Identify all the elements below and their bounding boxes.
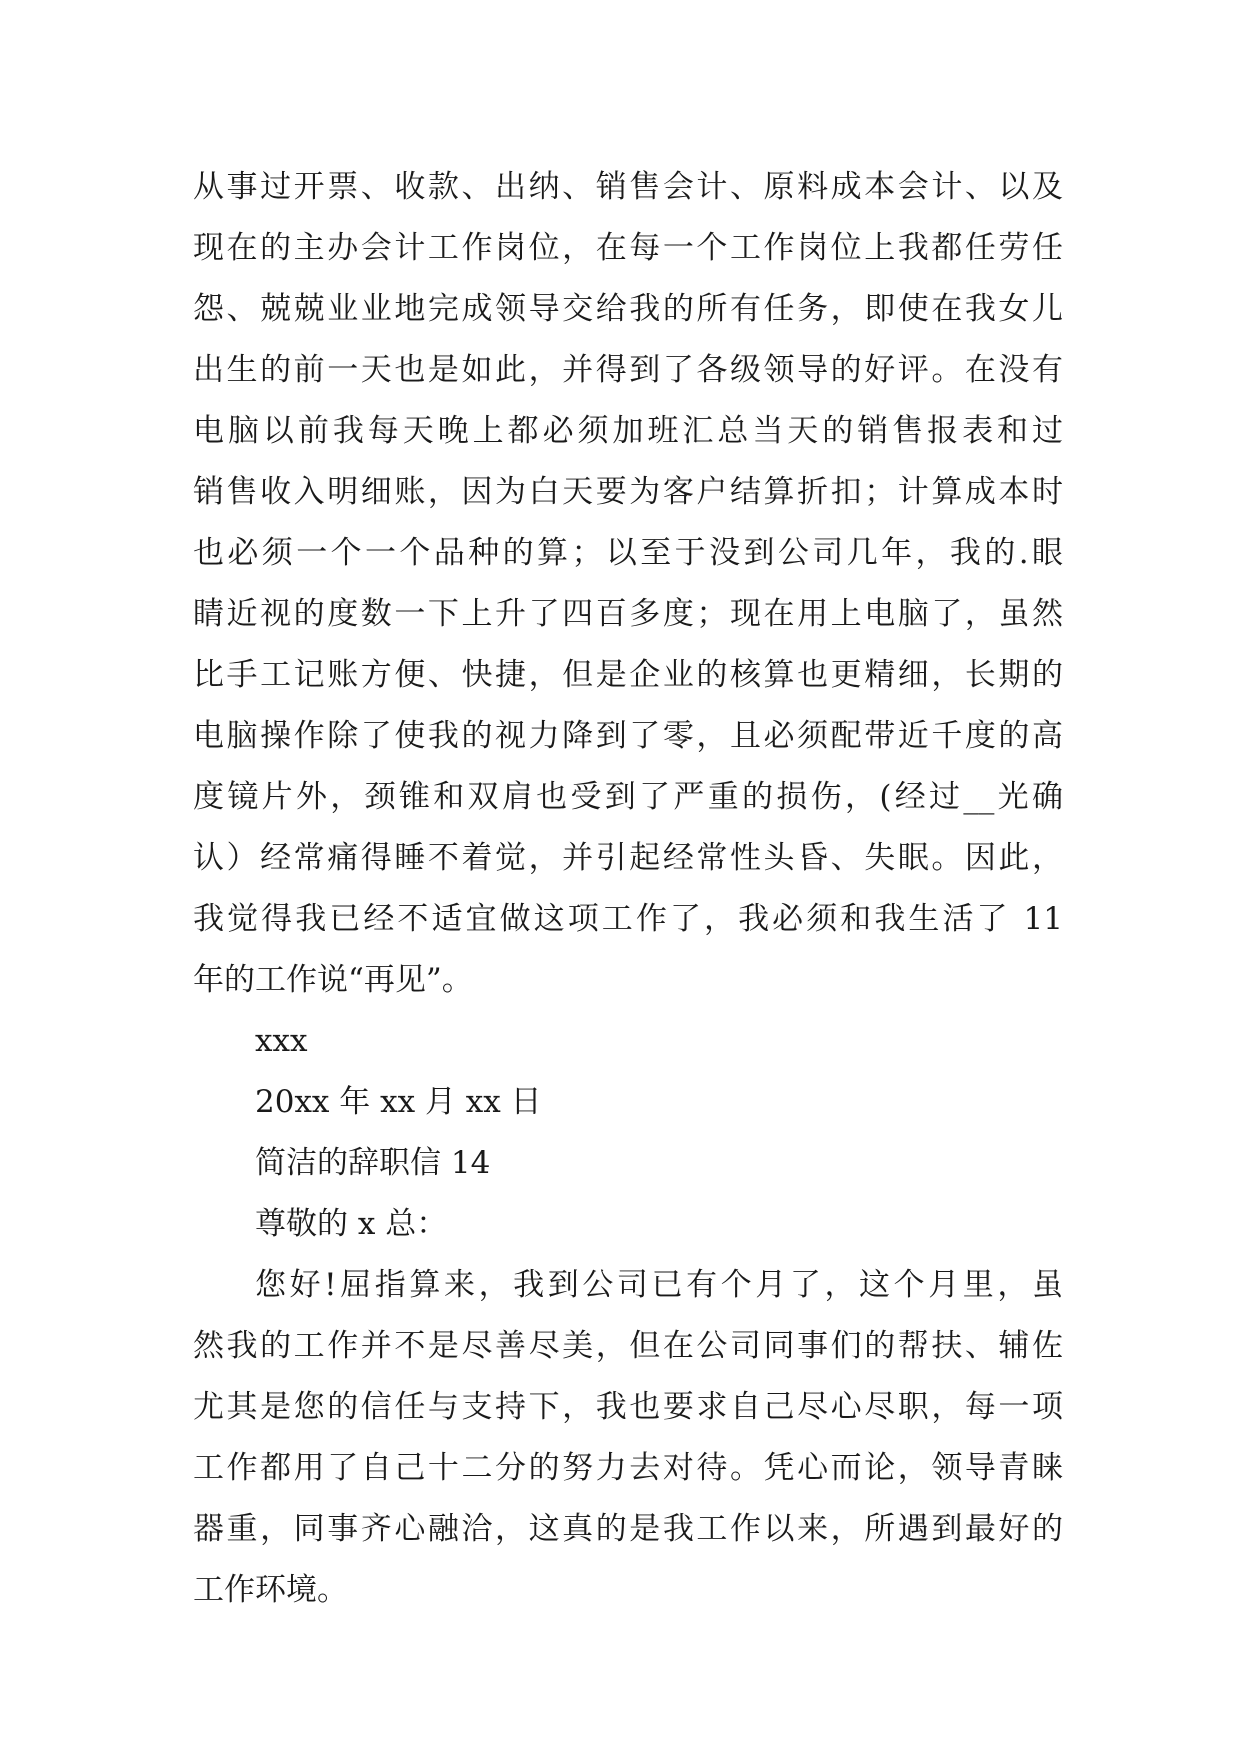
- body-line: 出生的前一天也是如此，并得到了各级领导的好评。在没有: [193, 352, 1063, 388]
- date-line: 20xx 年 xx 月 xx 日: [255, 1084, 542, 1120]
- body-line: 然我的工作并不是尽善尽美，但在公司同事们的帮扶、辅佐: [193, 1328, 1063, 1364]
- body-line: 器重，同事齐心融洽，这真的是我工作以来，所遇到最好的: [193, 1511, 1063, 1547]
- body-line: 认）经常痛得睡不着觉，并引起经常性头昏、失眠。因此，: [193, 840, 1063, 876]
- body-line: 从事过开票、收款、出纳、销售会计、原料成本会计、以及: [193, 169, 1063, 205]
- body-line: 比手工记账方便、快捷，但是企业的核算也更精细，长期的: [193, 657, 1063, 693]
- body-line: 睛近视的度数一下上升了四百多度；现在用上电脑了，虽然: [193, 596, 1063, 632]
- body-line: 电脑以前我每天晚上都必须加班汇总当天的销售报表和过: [193, 413, 1063, 449]
- body-line: 工作都用了自己十二分的努力去对待。凭心而论，领导青睐: [193, 1450, 1063, 1486]
- body-line: 年的工作说“再见”。: [193, 962, 473, 998]
- body-line: 度镜片外，颈锥和双肩也受到了严重的损伤，(经过__光确: [193, 779, 1063, 815]
- signature: xxx: [255, 1023, 308, 1059]
- letter-heading: 简洁的辞职信 14: [255, 1145, 491, 1181]
- body-line: 现在的主办会计工作岗位，在每一个工作岗位上我都任劳任: [193, 230, 1063, 266]
- body-line: 您好!屈指算来，我到公司已有个月了，这个月里，虽: [255, 1267, 1063, 1303]
- body-line: 怨、兢兢业业地完成领导交给我的所有任务，即使在我女儿: [193, 291, 1063, 327]
- salutation: 尊敬的 x 总：: [255, 1206, 448, 1242]
- body-line: 也必须一个一个品种的算；以至于没到公司几年，我的.眼: [193, 535, 1063, 571]
- body-line: 工作环境。: [193, 1572, 348, 1608]
- letter-body: [193, 157, 1063, 1621]
- body-line: 尤其是您的信任与支持下，我也要求自己尽心尽职，每一项: [193, 1389, 1063, 1425]
- body-line: 我觉得我已经不适宜做这项工作了，我必须和我生活了 11: [193, 901, 1063, 937]
- body-line: 销售收入明细账，因为白天要为客户结算折扣；计算成本时: [193, 474, 1063, 510]
- body-line: 电脑操作除了使我的视力降到了零，且必须配带近千度的高: [193, 718, 1063, 754]
